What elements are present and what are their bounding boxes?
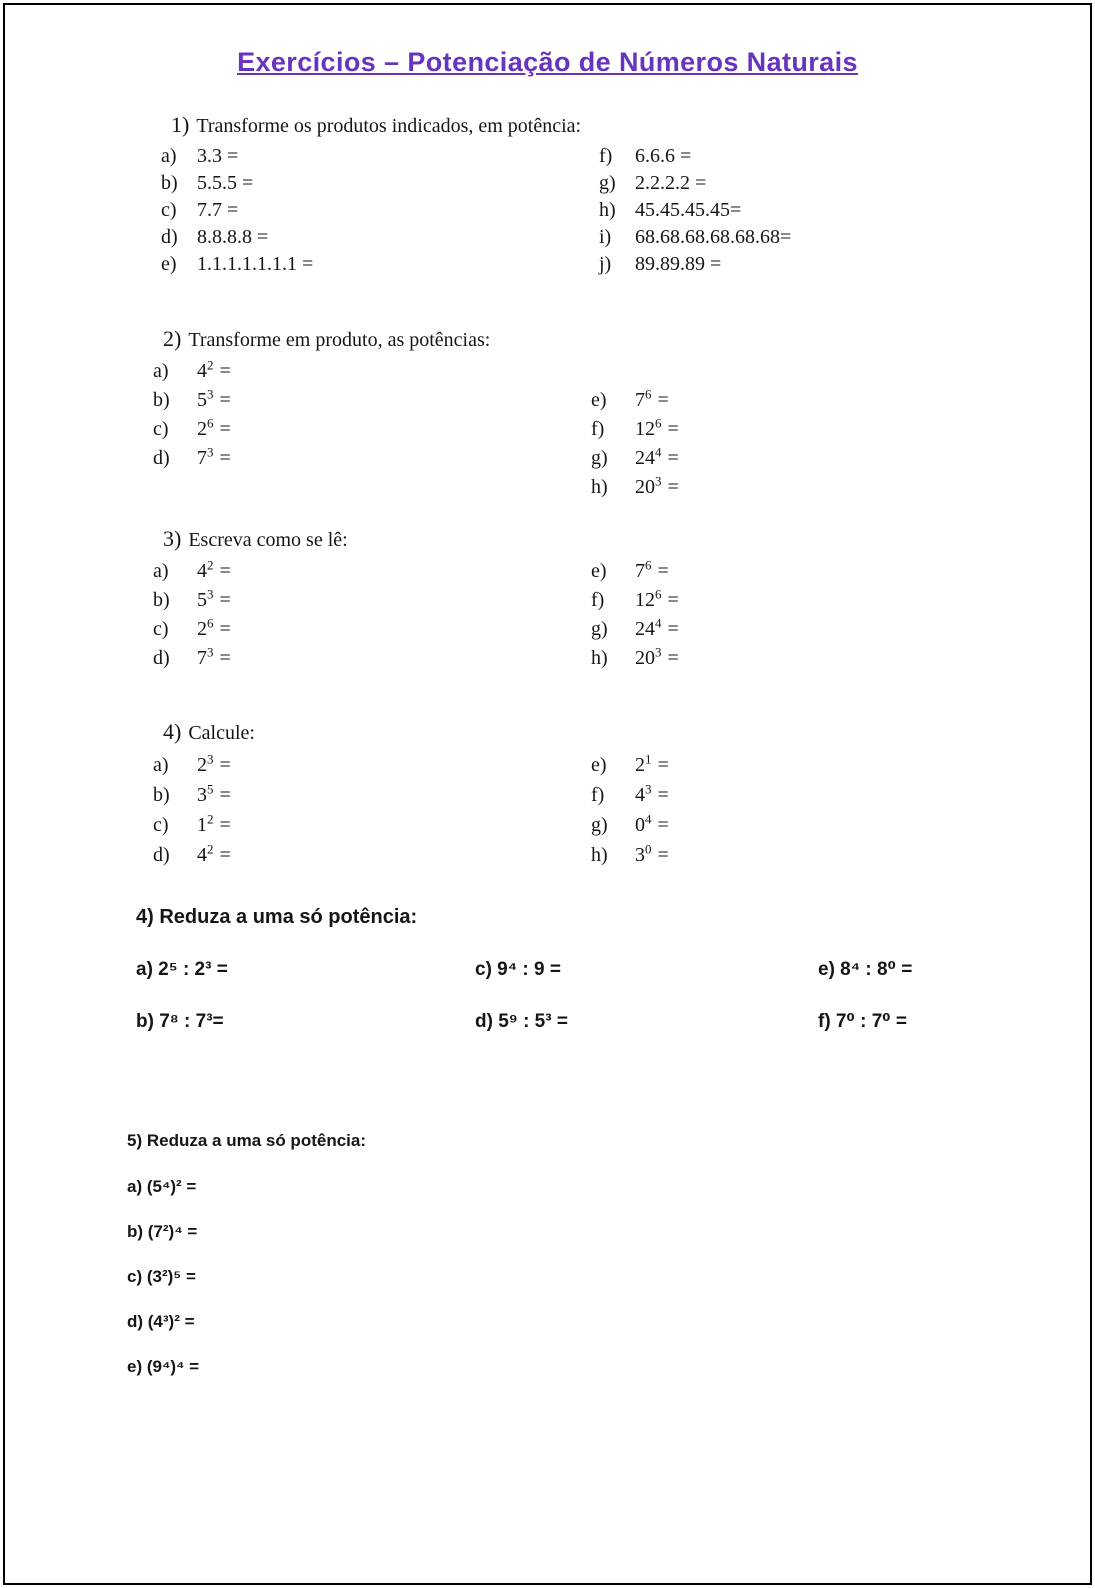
exercise-1-items	[161, 143, 1090, 278]
equals-sign: =	[219, 389, 231, 411]
power-exponent: 6	[645, 386, 652, 402]
exercise-item	[591, 586, 1090, 615]
item-label: h)	[591, 844, 608, 866]
item-label: c)	[153, 618, 169, 640]
power-exponent: 6	[655, 415, 662, 431]
exercise-prompt: Transforme os produtos indicados, em potência:	[196, 115, 582, 137]
power-expression	[197, 386, 231, 411]
power-base: 7	[197, 647, 207, 669]
exercise-1-heading	[171, 112, 1090, 138]
item-label: b)	[153, 784, 170, 806]
item-label: g)	[591, 814, 608, 836]
power-exponent: 3	[207, 586, 214, 602]
right-column	[591, 750, 1090, 870]
power-base: 12	[635, 418, 655, 440]
power-expression	[635, 615, 679, 640]
exercise-item	[153, 644, 591, 673]
left-column	[153, 750, 591, 870]
power-expression	[635, 751, 669, 776]
power-base: 12	[635, 589, 655, 611]
item-label: g)	[599, 172, 616, 194]
exercise-4b-heading: 4) Reduza a uma só potência:	[136, 906, 418, 928]
item-label: h)	[591, 476, 608, 498]
exercise-item	[161, 197, 599, 224]
power-base: 24	[635, 447, 655, 469]
exercise-item	[599, 251, 1090, 278]
exercise-prompt: Escreva como se lê:	[188, 529, 348, 551]
power-base: 2	[197, 418, 207, 440]
power-base: 4	[197, 560, 207, 582]
exercise-item	[591, 750, 1090, 780]
left-column	[161, 143, 599, 278]
exercise-item: f) 7⁰ : 7⁰ =	[818, 1011, 907, 1032]
exercise-item	[591, 557, 1090, 586]
equals-sign: =	[219, 814, 231, 836]
item-label: b)	[161, 172, 178, 194]
page-title: Exercícios – Potenciação de Números Naturais	[237, 47, 858, 77]
item-expression: 5.5.5 =	[197, 172, 254, 194]
item-label: f)	[591, 589, 605, 611]
power-base: 5	[197, 389, 207, 411]
power-base: 20	[635, 476, 655, 498]
power-expression	[197, 557, 231, 582]
power-expression	[197, 751, 231, 776]
power-exponent: 0	[645, 841, 652, 857]
item-label: h)	[599, 199, 616, 221]
equals-sign: =	[667, 476, 679, 498]
exercise-item	[153, 750, 591, 780]
exercise-item: c) (3²)⁵ =	[127, 1267, 196, 1286]
power-base: 24	[635, 618, 655, 640]
item-label: e)	[161, 253, 177, 275]
item-expression: 8.8.8.8 =	[197, 226, 269, 248]
power-expression	[635, 586, 679, 611]
exercise-item	[591, 444, 1090, 473]
exercise-item	[153, 386, 591, 415]
exercise-item: c) 9⁴ : 9 =	[475, 959, 561, 980]
exercise-item	[153, 557, 591, 586]
item-label: h)	[591, 647, 608, 669]
item-label: g)	[591, 618, 608, 640]
equals-sign: =	[219, 844, 231, 866]
item-expression: 2.2.2.2 =	[635, 172, 707, 194]
exercise-item	[153, 840, 591, 870]
power-base: 2	[635, 754, 645, 776]
power-expression	[197, 811, 231, 836]
power-base: 4	[197, 360, 207, 382]
exercise-item	[153, 415, 591, 444]
power-expression	[197, 357, 231, 382]
exercise-3-heading	[163, 526, 1090, 552]
exercise-item: e) (9⁴)⁴ =	[127, 1357, 200, 1376]
left-column	[153, 557, 591, 673]
item-label: c)	[153, 418, 169, 440]
item-label: a)	[153, 560, 169, 582]
exercise-item	[153, 586, 591, 615]
exercise-item	[599, 197, 1090, 224]
power-exponent: 4	[655, 615, 662, 631]
equals-sign: =	[219, 647, 231, 669]
power-exponent: 2	[207, 811, 214, 827]
power-base: 3	[197, 784, 207, 806]
exercise-2-heading	[163, 326, 1090, 352]
right-column	[599, 143, 1090, 278]
exercise-item: b) (7²)⁴ =	[127, 1222, 198, 1241]
power-exponent: 3	[207, 444, 214, 460]
exercise-item	[153, 810, 591, 840]
equals-sign: =	[657, 560, 669, 582]
exercise-5	[127, 1131, 1090, 1376]
item-expression: 7.7 =	[197, 199, 239, 221]
power-exponent: 3	[645, 781, 652, 797]
item-label: d)	[153, 647, 170, 669]
power-expression	[197, 415, 231, 440]
item-label: b)	[153, 589, 170, 611]
equals-sign: =	[219, 418, 231, 440]
item-label: c)	[153, 814, 169, 836]
item-label: f)	[599, 145, 613, 167]
right-column	[591, 386, 1090, 502]
power-expression	[635, 811, 669, 836]
equals-sign: =	[667, 647, 679, 669]
item-label: i)	[599, 226, 612, 248]
item-label: j)	[599, 253, 612, 275]
exercise-item	[161, 143, 599, 170]
power-expression	[197, 586, 231, 611]
right-column	[591, 557, 1090, 673]
item-label: c)	[161, 199, 177, 221]
item-expression: 45.45.45.45=	[635, 199, 742, 221]
item-expression: 6.6.6 =	[635, 145, 692, 167]
power-expression	[635, 444, 679, 469]
item-label: d)	[161, 226, 178, 248]
power-exponent: 6	[207, 415, 214, 431]
equals-sign: =	[657, 754, 669, 776]
power-exponent: 6	[207, 615, 214, 631]
power-base: 2	[197, 754, 207, 776]
item-label: d)	[153, 844, 170, 866]
power-expression	[197, 444, 231, 469]
equals-sign: =	[657, 844, 669, 866]
equals-sign: =	[667, 447, 679, 469]
exercise-item	[599, 143, 1090, 170]
power-exponent: 3	[207, 644, 214, 660]
equals-sign: =	[219, 784, 231, 806]
power-base: 7	[635, 389, 645, 411]
exercise-5-heading: 5) Reduza a uma só potência:	[127, 1131, 366, 1150]
power-exponent: 4	[655, 444, 662, 460]
exercise-item	[591, 780, 1090, 810]
exercise-item: d) (4³)² =	[127, 1312, 195, 1331]
power-expression	[635, 415, 679, 440]
item-label: e)	[591, 560, 607, 582]
equals-sign: =	[219, 589, 231, 611]
power-expression	[197, 781, 231, 806]
power-exponent: 3	[207, 386, 214, 402]
item-label: f)	[591, 418, 605, 440]
power-expression	[635, 841, 669, 866]
exercise-4b-row-2	[136, 1011, 1090, 1033]
power-exponent: 5	[207, 781, 214, 797]
item-expression: 3.3 =	[197, 145, 239, 167]
exercise-2	[153, 326, 1090, 502]
item-label: e)	[591, 754, 607, 776]
exercise-4b	[136, 906, 1090, 1033]
exercise-item	[161, 251, 599, 278]
power-expression	[635, 781, 669, 806]
exercise-4	[153, 719, 1090, 870]
power-exponent: 3	[655, 644, 662, 660]
power-base: 4	[635, 784, 645, 806]
power-expression	[635, 644, 679, 669]
power-exponent: 3	[207, 751, 214, 767]
power-base: 7	[635, 560, 645, 582]
equals-sign: =	[219, 754, 231, 776]
exercise-item: d) 5⁹ : 5³ =	[475, 1011, 568, 1032]
power-expression	[635, 473, 679, 498]
power-exponent: 2	[207, 841, 214, 857]
equals-sign: =	[657, 814, 669, 836]
item-label: e)	[591, 389, 607, 411]
item-label: d)	[153, 447, 170, 469]
exercise-prompt: Transforme em produto, as potências:	[188, 329, 491, 351]
equals-sign: =	[657, 389, 669, 411]
power-base: 5	[197, 589, 207, 611]
exercise-item	[153, 357, 591, 386]
exercise-item	[591, 473, 1090, 502]
exercise-item	[161, 224, 599, 251]
exercise-number: 1)	[171, 112, 190, 137]
power-base: 2	[197, 618, 207, 640]
exercise-item: a) 2⁵ : 2³ =	[136, 959, 228, 980]
left-column	[153, 357, 591, 473]
item-expression: 89.89.89 =	[635, 253, 722, 275]
item-expression: 68.68.68.68.68.68=	[635, 226, 792, 248]
power-exponent: 1	[645, 751, 652, 767]
equals-sign: =	[219, 447, 231, 469]
item-label: a)	[153, 360, 169, 382]
exercise-item: b) 7⁸ : 7³=	[136, 1011, 224, 1032]
equals-sign: =	[667, 418, 679, 440]
power-exponent: 3	[655, 473, 662, 489]
item-expression: 1.1.1.1.1.1.1 =	[197, 253, 314, 275]
equals-sign: =	[219, 618, 231, 640]
item-label: f)	[591, 784, 605, 806]
exercise-4-heading	[163, 719, 1090, 745]
exercise-item: a) (5⁴)² =	[127, 1177, 197, 1196]
power-exponent: 4	[645, 811, 652, 827]
exercise-item	[161, 170, 599, 197]
exercise-item	[591, 810, 1090, 840]
power-base: 7	[197, 447, 207, 469]
item-label: a)	[161, 145, 177, 167]
equals-sign: =	[219, 360, 231, 382]
power-base: 4	[197, 844, 207, 866]
exercise-1	[161, 112, 1090, 278]
power-base: 1	[197, 814, 207, 836]
exercise-number: 2)	[163, 326, 182, 351]
power-exponent: 6	[655, 586, 662, 602]
exercise-item	[591, 615, 1090, 644]
exercise-item	[591, 840, 1090, 870]
exercise-item	[591, 415, 1090, 444]
exercise-item: e) 8⁴ : 8⁰ =	[818, 959, 913, 980]
exercise-4b-row-1	[136, 959, 1090, 981]
power-expression	[635, 386, 669, 411]
equals-sign: =	[667, 618, 679, 640]
power-expression	[635, 557, 669, 582]
exercise-item	[153, 615, 591, 644]
power-base: 20	[635, 647, 655, 669]
exercise-number: 4)	[163, 719, 182, 744]
equals-sign: =	[219, 560, 231, 582]
power-expression	[197, 644, 231, 669]
power-exponent: 2	[207, 357, 214, 373]
exercise-number: 3)	[163, 526, 182, 551]
exercise-3	[153, 526, 1090, 673]
power-exponent: 6	[645, 557, 652, 573]
item-label: b)	[153, 389, 170, 411]
power-expression	[197, 841, 231, 866]
equals-sign: =	[667, 589, 679, 611]
exercise-item	[599, 170, 1090, 197]
item-label: g)	[591, 447, 608, 469]
power-base: 3	[635, 844, 645, 866]
power-expression	[197, 615, 231, 640]
power-base: 0	[635, 814, 645, 836]
exercise-item	[153, 444, 591, 473]
exercise-item	[591, 386, 1090, 415]
equals-sign: =	[657, 784, 669, 806]
power-exponent: 2	[207, 557, 214, 573]
exercise-item	[591, 644, 1090, 673]
worksheet-page	[3, 3, 1092, 1585]
exercise-item	[153, 780, 591, 810]
exercise-4-items	[153, 750, 1090, 870]
exercise-3-items	[153, 557, 1090, 673]
exercise-prompt: Calcule:	[188, 722, 255, 744]
exercise-2-items	[153, 357, 1090, 502]
item-label: a)	[153, 754, 169, 776]
exercise-item	[599, 224, 1090, 251]
